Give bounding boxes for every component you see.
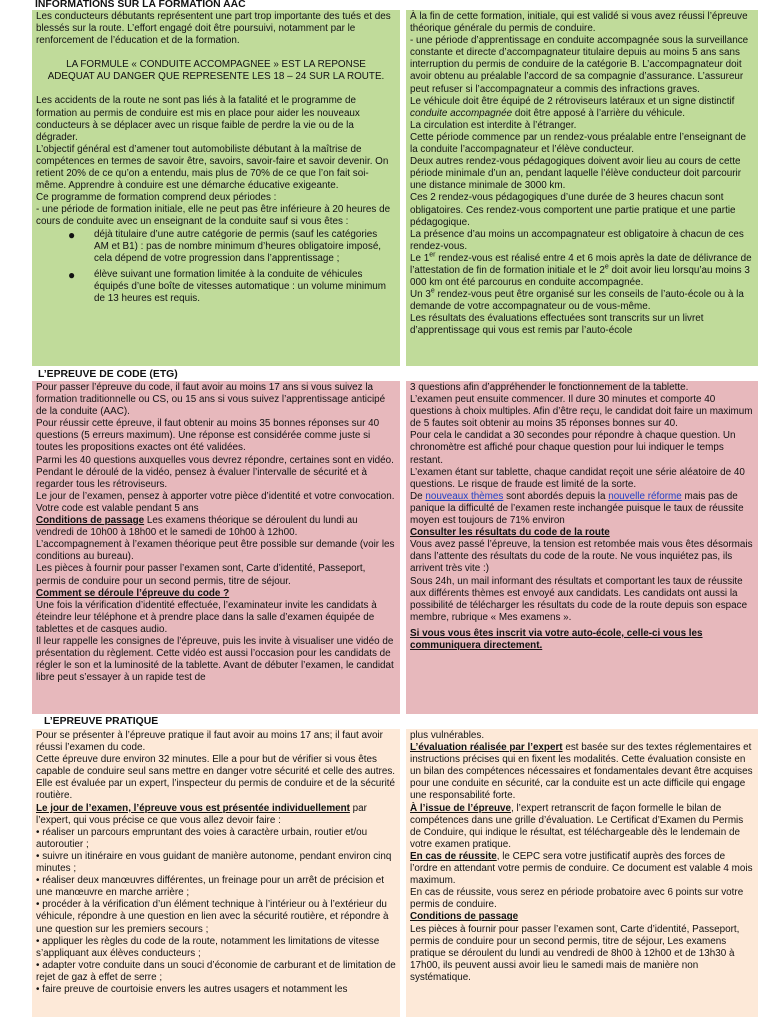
aac-paragraph: - une période d’apprentissage en conduite accompagnée sous la surveillance constante et directe d’accompagnateur titulaire depuis au moins 5 ans sans interruption du permis de conduire de la catégorie B. L’accompagnateur doit avoir obtenu au préalable l’accord de sa compagnie d’assurance. L’assureur peut refuser si l’accompagnateur a commis des infractions graves. <box>410 35 749 95</box>
code-paragraph: De nouveaux thèmes sont abordés depuis la nouvelle réforme mais pas de panique la difficulté de l’examen reste inchangée puisque le taux de réussite moyen est toujours de 71% environ <box>410 490 744 527</box>
code-paragraph: Pour passer l’épreuve du code, il faut avoir au moins 17 ans si vous suivez la formation traditionnelle ou CS, ou 15 ans si vous suivez l’apprentissage anticipé de la conduite (AAC). <box>36 382 386 418</box>
pratique-paragraph: plus vulnérables. <box>410 730 485 741</box>
subheading: Le jour de l’examen, l’épreuve vous est présentée individuellement <box>36 802 350 814</box>
nouvelle-reforme-link[interactable]: nouvelle réforme <box>608 490 682 502</box>
pratique-right-panel <box>406 729 758 1017</box>
heading-aac: INFORMATIONS SUR LA FORMATION AAC <box>35 0 246 10</box>
auto-ecole-note: Si vous vous êtes inscrit via votre auto-école, celle-ci vous les communiquera directement. <box>410 627 703 651</box>
aac-paragraph: Un 3e rendez-vous peut être organisé sur les conseils de l’auto-école ou à la demande de votre accompagnateur ou de vous-même. <box>410 287 744 313</box>
aac-paragraph: La présence d’au moins un accompagnateur est obligatoire à chacun de ces rendez-vous. <box>410 228 744 252</box>
code-paragraph: 3 questions afin d’appréhender le fonctionnement de la tablette. <box>410 382 689 393</box>
aac-paragraph: Deux autres rendez-vous pédagogiques doivent avoir lieu au cours de cette période minimale d’un an, pendant laquelle l’élève conducteur doit parcourir une distance minimale de 3000 km. <box>410 156 742 192</box>
code-paragraph: Les pièces à fournir pour passer l’examen sont, Carte d’identité, Passeport, permis de conduire pour un second permis, titre de séjour. <box>36 563 366 587</box>
code-paragraph: Conditions de passage Les examens théorique se déroulent du lundi au vendredi de 10h00 à 18h00 et le samedi de 10h00 à 12h00. <box>36 515 358 539</box>
aac-paragraph: Ces 2 rendez-vous pédagogiques d’une durée de 3 heures chacun sont obligatoires. Ces rendez-vous comportent une partie pratique et une partie pédagogique. <box>410 192 736 228</box>
pratique-paragraph: En cas de réussite, vous serez en période probatoire avec 6 points sur votre permis de conduire. <box>410 887 744 911</box>
code-paragraph: L’examen peut ensuite commencer. Il dure 30 minutes et comporte 40 questions à choix multiples. Afin d’être reçu, le candidat doit faire un maximum de 5 fautes soit obtenir au moins 35 réponses bonnes sur 40. <box>410 394 753 430</box>
code-left-panel <box>32 381 400 714</box>
code-paragraph: Votre code est valable pendant 5 ans <box>36 502 199 514</box>
bullet-icon: ● <box>68 267 76 282</box>
pratique-paragraph: En cas de réussite, le CEPC sera votre justificatif auprès des forces de l’ordre en attendant votre permis de conduire. Ce document est valable 4 mois maximum. <box>410 850 753 887</box>
aac-intro: Les conducteurs débutants représentent une part trop importante des tués et des blessés sur la route. L’effort engagé doit être poursuivi, notamment par le renforcement de l’éducation et de la formation. <box>36 11 391 47</box>
list-item: • appliquer les règles du code de la route, notamment les limitations de vitesse s’appliquant aux élèves conducteurs ; <box>36 935 380 959</box>
aac-paragraph: - une période de formation initiale, elle ne peut pas être inférieure à 20 heures de cours de conduite avec un enseignant de la conduite sauf si vous êtes : <box>36 204 391 228</box>
subheading: Conditions de passage <box>36 515 145 527</box>
nouveaux-themes-link[interactable]: nouveaux thèmes <box>425 490 504 502</box>
code-paragraph: Pour cela le candidat a 30 secondes pour répondre à chaque question. Un chronomètre est affiché pour chaque question pour lui indiquer le temps restant. <box>410 430 736 466</box>
heading-code: L’EPREUVE DE CODE (ETG) <box>38 369 178 380</box>
list-item: ● élève suivant une formation limitée à la conduite de véhicules équipés d’une boîte de vitesses automatique : un volume minimum de 13 heures est requis. <box>68 267 387 304</box>
pratique-paragraph: Les pièces à fournir pour passer l’examen sont, Carte d’identité, Passeport, permis de conduire pour un second permis, titre de séjour, Les examens pratique se déroulent du lundi au vendredi de 8h00 à 12h00 et de 13h30 à 17h00, ils peuvent aussi avoir lieu le samedi mais de manière non systématique. <box>410 923 740 983</box>
subheading: En cas de réussite <box>410 850 497 862</box>
aac-paragraph: Le véhicule doit être équipé de 2 rétroviseurs latéraux et un signe distinctif conduite accompagnée doit être apposé à l’arrière du véhicule. <box>410 95 735 119</box>
code-paragraph: L’accompagnement à l’examen théorique peut être possible sur demande (voir les conditions au bureau). <box>36 539 395 563</box>
code-paragraph: Le jour de l’examen, pensez à apporter votre pièce d’identité et votre convocation. <box>36 490 395 502</box>
aac-left-panel <box>32 10 400 366</box>
code-paragraph: Pour réussir cette épreuve, il faut obtenir au moins 35 bonnes réponses sur 40 questions (5 erreurs maximum). Une réponse est considérée comme juste si toutes les propositions exactes ont été validées. <box>36 418 380 454</box>
aac-paragraph: Les résultats des évaluations effectuées sont transcrits sur un livret d’apprentissage qui vous est remis par l’auto-école <box>410 313 704 337</box>
code-paragraph: L’examen étant sur tablette, chaque candidat reçoit une série aléatoire de 40 questions. Le risque de fraude est limité de la sorte. <box>410 466 745 490</box>
pratique-paragraph: Le jour de l’examen, l’épreuve vous est présentée individuellement par l’expert, qui vous précise ce que vous allez devoir faire : <box>36 802 367 826</box>
aac-paragraph: La circulation est interdite à l’étranger. <box>410 119 577 131</box>
aac-paragraph: Ce programme de formation comprend deux périodes : <box>36 192 277 204</box>
code-paragraph: Sous 24h, un mail informant des résultats et comportant les taux de réussite aux différents thèmes est envoyé aux candidats. Les candidats ont aussi la possibilité de télécharger les résultats du code de la route depuis son espace membre, rubrique « Mes examens ». <box>410 575 748 623</box>
code-right-panel <box>406 381 758 714</box>
aac-right-panel <box>406 10 758 366</box>
subheading: Comment se déroule l’épreuve du code ? <box>36 587 230 599</box>
code-paragraph: Il leur rappelle les consignes de l’épreuve, puis les invite à visualiser une vidéo de présentation du règlement. Cette vidéo est aussi l’occasion pour les candidats de régler le son et la luminosité de la tablette. Avant de débuter l’examen, le candidat libre peut s’essayer à un rapide test de <box>36 635 394 684</box>
aac-motto: LA FORMULE « CONDUITE ACCOMPAGNEE » EST LA REPONSE ADEQUAT AU DANGER QUE REPRESENTE LES 18 – 24 SUR LA ROUTE. <box>47 59 385 83</box>
bullet-icon: ● <box>68 227 76 242</box>
list-item: • procéder à la vérification d’un élément technique à l’intérieur ou à l’extérieur du véhicule, répondre à une question en lien avec la sécurité routière, et répondre à une question sur les premiers secours ; <box>36 899 389 935</box>
pratique-left-panel <box>32 729 400 1017</box>
code-paragraph: Vous avez passé l’épreuve, la tension est retombée mais vous êtes désormais dans l’attente des résultats du code de la route. Ne vous inquiétez pas, ils arrivent très vite :) <box>410 539 753 575</box>
subheading: L’évaluation réalisée par l’expert <box>410 742 563 754</box>
list-item: • réaliser deux manœuvres différentes, un freinage pour un arrêt de précision et une manœuvre en marche arrière ; <box>36 875 384 899</box>
list-item: ● déjà titulaire d’une autre catégorie de permis (sauf les catégories AM et B1) : pas de nombre minimum d’heures obligatoire imposé, cela dépend de votre progression dans l’apprentissage ; <box>68 227 382 264</box>
aac-paragraph: Cette période commence par un rendez-vous préalable entre l’enseignant de la conduite l’accompagnateur et l’élève conducteur. <box>410 131 746 156</box>
list-item: • suivre un itinéraire en vous guidant de manière autonome, pendant environ cinq minutes ; <box>36 850 392 875</box>
pratique-paragraph: Pour se présenter à l’épreuve pratique il faut avoir au moins 17 ans; il faut avoir réussi l’examen du code. <box>36 730 383 754</box>
aac-paragraph: Les accidents de la route ne sont pas liés à la fatalité et le programme de formation au permis de conduire est mis en place pour aider les nouveaux conducteurs à se déplacer avec un risque faible de perdre la vie ou de la dégrader. <box>36 95 360 143</box>
list-item: • faire preuve de courtoisie envers les autres usagers et notamment les <box>36 983 348 995</box>
list-item: • réaliser un parcours empruntant des voies à caractère urbain, routier et/ou autoroutier ; <box>36 826 368 850</box>
code-paragraph: Parmi les 40 questions auxquelles vous devrez répondre, certaines sont en vidéo. Pendant le déroulé de la vidéo, pensez à évaluer l’intervalle de sécurité et à regarder tous les rétroviseurs. <box>36 454 394 490</box>
subheading: À l’issue de l’épreuve <box>410 802 511 814</box>
list-item: • adapter votre conduite dans un souci d’économie de carburant et de limitation de rejet de gaz à effet de serre ; <box>36 959 396 983</box>
aac-paragraph: L’objectif général est d’amener tout automobiliste débutant à la maîtrise de compétences en termes de savoir être, savoirs, savoir-faire et savoir devenir. On retient 20% de ce qu’on a entendu, mais plus de 70% de ce que l’on fait soi-même. Apprendre à conduire est une démarche éducative exigeante. <box>36 143 389 192</box>
aac-paragraph: À la fin de cette formation, initiale, qui est validé si vous avez réussi l’épreuve théorique générale du permis de conduire. <box>410 11 748 35</box>
subheading: Consulter les résultats du code de la route <box>410 527 610 539</box>
pratique-paragraph: L’évaluation réalisée par l’expert est basée sur des textes réglementaires et instructions précises qui en fixent les modalités. Cette évaluation consiste en un bilan des compétences nécessaires et fondamentales devant être acquises pour une conduite en sécurité, car la conduite est un acte difficile qui engage une responsabilité forte. <box>410 742 753 802</box>
pratique-paragraph: À l’issue de l’épreuve, l’expert retranscrit de façon formelle le bilan de compétences dans une grille d’évaluation. Le Certificat d’Examen du Permis de Conduire, qui indique le résultat, est téléchargeable dès le lendemain de votre examen pratique. <box>410 802 744 850</box>
aac-paragraph: Le 1er rendez-vous est réalisé entre 4 et 6 mois après la date de délivrance de l’attestation de fin de formation initiale et le 2e doit avoir lieu lorsqu’au moins 3 000 km ont été parcourus en conduite accompagnée. <box>410 251 752 289</box>
code-paragraph: Une fois la vérification d’identité effectuée, l’examinateur invite les candidats à éteindre leur téléphone et à prendre place dans la salle d’examen équipée de tablettes et de casques audio. <box>36 599 377 635</box>
aac-exception-list <box>36 229 396 306</box>
subheading: Conditions de passage <box>410 911 519 923</box>
heading-pratique: L’EPREUVE PRATIQUE <box>44 716 159 727</box>
pratique-paragraph: Cette épreuve dure environ 32 minutes. Elle a pour but de vérifier si vous êtes capable de conduire seul sans mettre en danger votre sécurité et celle des autres. Elle est évaluée par un expert, l’inspecteur du permis de conduire et de la sécurité routière. <box>36 754 396 802</box>
